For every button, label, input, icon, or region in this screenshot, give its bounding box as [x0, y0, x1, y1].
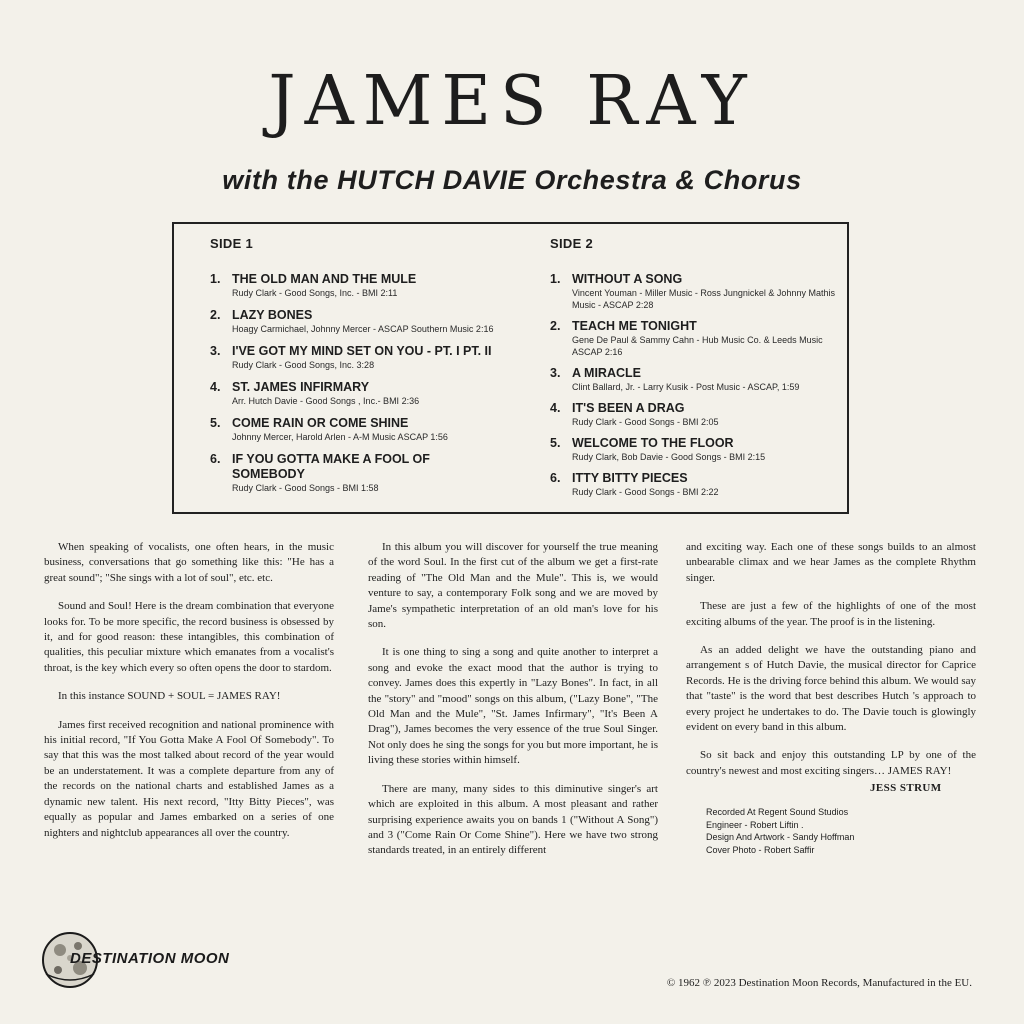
track-number: 4.	[210, 380, 221, 394]
track-number: 6.	[550, 471, 561, 485]
liner-paragraph: In this instance SOUND + SOUL = JAMES RAY!	[58, 690, 281, 703]
credit-line: Cover Photo - Robert Saffir	[706, 844, 815, 855]
track-title: WITHOUT A SONG	[572, 272, 683, 286]
album-title: JAMES RAY	[268, 62, 756, 141]
track-credit: Arr. Hutch Davie - Good Songs , Inc.- BMI 2:36	[232, 396, 420, 406]
tracklist-box	[172, 222, 849, 514]
track-credit: Rudy Clark, Bob Davie - Good Songs - BMI 2:15	[572, 452, 766, 462]
track-number: 3.	[550, 366, 561, 380]
side-1	[210, 236, 500, 503]
track-title: ST. JAMES INFIRMARY	[232, 380, 370, 394]
track-item	[210, 308, 500, 335]
track-title: TEACH ME TONIGHT	[572, 319, 697, 333]
liner-paragraph: In this album you will discover for yourself the true meaning of the word Soul. In the first cut of the album we get a first-rate reading of "The Old Man and the Mule". This is, we would venture to say, a contemporary Folk song and we are moved by Jame's sympathetic interpretation of an old man's love for his son.	[368, 541, 658, 631]
track-credit: Gene De Paul & Sammy Cahn - Hub Music Co. & Leeds Music ASCAP 2:16	[572, 335, 823, 357]
track-title: I'VE GOT MY MIND SET ON YOU - PT. I PT. II	[232, 344, 492, 358]
credit-line: Design And Artwork - Sandy Hoffman	[706, 832, 855, 842]
track-title: A MIRACLE	[572, 366, 641, 380]
track-credit: Rudy Clark - Good Songs - BMI 2:05	[572, 417, 719, 427]
track-title: LAZY BONES	[232, 308, 313, 322]
liner-paragraph: and exciting way. Each one of these songs builds to an almost unbearable climax and we hear James as the complete Rhythm singer.	[686, 541, 976, 584]
liner-paragraph: James first received recognition and national prominence with his initial record, "If You Gotta Make A Fool Of Somebody". To say that this was the most talked about record of the year would be an understatement. It was a complete departure from any of the records on the national charts and established James as a dynamic new talent. His next record, "Itty Bitty Pieces", was equally as popular and James embarked on a series of one nighters and nightclub appearances all over the country.	[44, 718, 334, 839]
track-title: COME RAIN OR COME SHINE	[232, 416, 409, 430]
track-title: ITTY BITTY PIECES	[572, 471, 688, 485]
track-item	[550, 471, 840, 498]
track-credit: Rudy Clark - Good Songs - BMI 1:58	[232, 483, 379, 493]
credit-line: Engineer - Robert Liftin .	[706, 819, 804, 830]
liner-paragraph: So sit back and enjoy this outstanding LP by one of the country's newest and most exciting singers… JAMES RAY!	[686, 749, 976, 777]
track-credit: Vincent Youman - Miller Music - Ross Jungnickel & Johnny Mathis Music - ASCAP 2:28	[572, 288, 835, 310]
track-item	[550, 272, 840, 311]
liner-notes-signature: JESS STRUM	[870, 782, 942, 794]
track-title: WELCOME TO THE FLOOR	[572, 436, 734, 450]
track-item	[210, 344, 500, 371]
credit-line: Recorded At Regent Sound Studios	[706, 807, 849, 817]
production-credits	[706, 806, 946, 856]
track-number: 2.	[550, 319, 561, 333]
track-item	[210, 452, 500, 494]
track-title: THE OLD MAN AND THE MULE	[232, 272, 417, 286]
track-credit: Rudy Clark - Good Songs - BMI 2:22	[572, 487, 719, 497]
destination-moon-logo	[40, 928, 230, 992]
track-item	[550, 319, 840, 358]
track-number: 4.	[550, 401, 561, 415]
liner-paragraph: These are just a few of the highlights of one of the most exciting albums of the year. The proof is in the listening.	[686, 600, 976, 628]
liner-notes-column-2	[368, 540, 658, 872]
track-item	[550, 436, 840, 463]
track-credit: Hoagy Carmichael, Johnny Mercer - ASCAP Southern Music 2:16	[232, 324, 494, 334]
track-item	[210, 380, 500, 407]
track-credit: Clint Ballard, Jr. - Larry Kusik - Post Music - ASCAP, 1:59	[572, 382, 800, 392]
track-number: 5.	[210, 416, 221, 430]
track-title: IT'S BEEN A DRAG	[572, 401, 685, 415]
liner-notes-column-3	[686, 540, 976, 792]
track-credit: Johnny Mercer, Harold Arlen - A-M Music ASCAP 1:56	[232, 432, 448, 442]
track-item	[550, 366, 840, 393]
side-2	[550, 236, 840, 506]
album-subtitle: with the HUTCH DAVIE Orchestra & Chorus	[222, 165, 802, 195]
track-number: 1.	[210, 272, 221, 286]
side-2-heading: SIDE 2	[550, 236, 593, 251]
track-title: IF YOU GOTTA MAKE A FOOL OF SOMEBODY	[232, 452, 430, 481]
liner-paragraph: Sound and Soul! Here is the dream combination that everyone looks for. To be more specific, the record business is obsessed by it, and for good reason: these intangibles, this combination of qualities, this peculiar mixture which emanates from a vocalist's throat, is the key which every so often opens the door to stardom.	[44, 600, 334, 674]
liner-paragraph: When speaking of vocalists, one often hears, in the music business, conversations that go something like this: "He has a great sound"; "She sings with a lot of soul", etc. etc.	[44, 541, 334, 584]
track-item	[210, 416, 500, 443]
copyright-notice: © 1962 ℗ 2023 Destination Moon Records, Manufactured in the EU.	[666, 977, 972, 989]
track-number: 2.	[210, 308, 221, 322]
liner-paragraph: As an added delight we have the outstanding piano and arrangement s of Hutch Davie, the musical director for Caprice Records. He is the driving force behind this album. We would say that "taste" is the word that best describes Hutch 's approach to every project he undertakes to do. The Davie touch is glowingly evident on every band in this album.	[686, 644, 976, 734]
track-item	[210, 272, 500, 299]
liner-notes-column-1	[44, 540, 334, 854]
side-1-heading: SIDE 1	[210, 236, 253, 251]
liner-paragraph: It is one thing to sing a song and quite another to interpret a song and evoke the exact mood that the author is trying to convey. James does this expertly in "Lazy Bones". In fact, in all the "story" and "mood" songs on this album, ("Lazy Bone", "The Old Man and the Mule", "St. James Infirmary", "It's Been A Drag"), James becomes the very essence of the true Soul Singer. Not only does he sing the songs for you but more important, he is living these stories within himself.	[368, 646, 658, 767]
liner-paragraph: There are many, many sides to this diminutive singer's art which are exploited in this album. A most pleasant and rather surprising experience awaits you on bands 1 ("Without A Song") and 3 ("Come Rain Or Come Shine"). Here we have two strong standards treated, in an entirely different	[368, 782, 658, 857]
track-number: 3.	[210, 344, 221, 358]
track-number: 1.	[550, 272, 561, 286]
track-credit: Rudy Clark - Good Songs, Inc. 3:28	[232, 360, 375, 370]
track-number: 6.	[210, 452, 221, 466]
track-number: 5.	[550, 436, 561, 450]
track-credit: Rudy Clark - Good Songs, Inc. - BMI 2:11	[232, 288, 398, 298]
logo-wordmark: DESTINATION MOON	[70, 950, 230, 967]
track-item	[550, 401, 840, 428]
